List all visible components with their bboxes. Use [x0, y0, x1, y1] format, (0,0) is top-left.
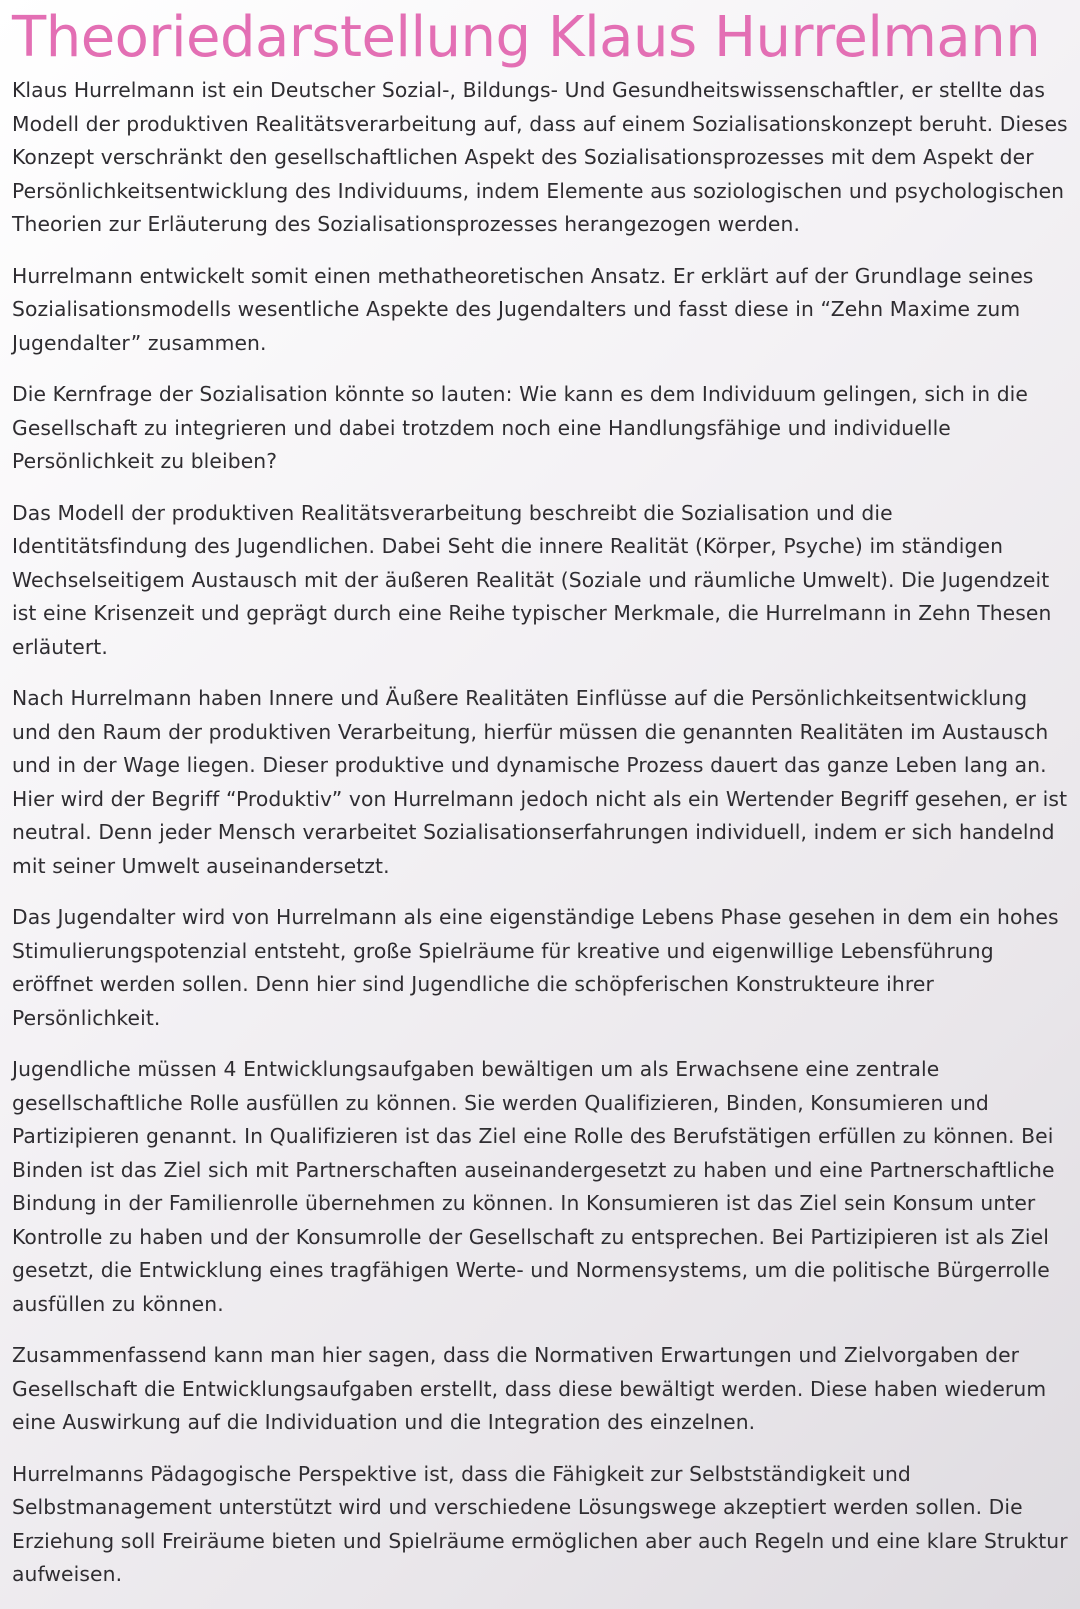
paragraph-inner-outer-reality: Nach Hurrelmann haben Innere und Äußere Realitäten Einflüsse auf die Persönlichkeitsentwicklung und den Raum der produktiven Verarbeitung, hierfür müssen die genannten Realitäten im Austausch und in der Wage liegen. Dieser produktive und dynamische Prozess dauert das ganze Leben lang an. Hier wird der Begriff “Produktiv” von Hurrelmann jedoch nicht als ein Wertender Begriff gesehen, er ist neutral. Denn jeder Mensch verarbeitet Sozialisationserfahrungen individuell, indem er sich handelnd mit seiner Umwelt auseinandersetzt. — [12, 686, 1068, 878]
paragraph-pedagogical-perspective: Hurrelmanns Pädagogische Perspektive ist, dass die Fähigkeit zur Selbstständigkeit und Selbstmanagement unterstützt wird und verschiedene Lösungswege akzeptiert werden sollen. Die Erziehung soll Freiräume bieten und Spielräume ermöglichen aber auch Regeln und eine klare Struktur aufweisen. — [12, 1461, 1068, 1586]
paragraph-core-question: Die Kernfrage der Sozialisation könnte so lauten: Wie kann es dem Individuum gelingen, sich in die Gesellschaft zu integrieren und dabei trotzdem noch eine Handlungsfähige und individuelle Persönlichkeit zu bleiben? — [12, 382, 1028, 473]
paragraph-development-tasks: Jugendliche müssen 4 Entwicklungsaufgaben bewältigen um als Erwachsene eine zentrale gesellschaftliche Rolle ausfüllen zu können. Sie werden Qualifizieren, Binden, Konsumieren und Partizipieren genannt. In Qualifizieren ist das Ziel eine Rolle des Berufstätigen erfüllen zu können. Bei Binden ist das Ziel sich mit Partnerschaften auseinandergesetzt zu haben und eine Partnerschaftliche Bindung in der Familienrolle übernehmen zu können. In Konsumieren ist das Ziel sein Konsum unter Kontrolle zu haben und der Konsumrolle der Gesellschaft zu entsprechen. Bei Partizipieren ist als Ziel gesetzt, die Entwicklung eines tragfähigen Werte- und Normensystems, um die politische Bürgerrolle ausfüllen zu können. — [12, 1057, 1055, 1316]
page-title: Theoriedarstellung Klaus Hurrelmann — [12, 5, 1041, 70]
paragraph-introduction: Klaus Hurrelmann ist ein Deutscher Sozial-, Bildungs- Und Gesundheitswissenschaftler, er stellte das Modell der produktiven Realitätsverarbeitung auf, dass auf einem Sozialisationskonzept beruht. Dieses Konzept verschränkt den gesellschaftlichen Aspekt des Sozialisationsprozesses mit dem Aspekt der Persönlichkeitsentwicklung des Individuums, indem Elemente aus soziologischen und psychologischen Theorien zur Erläuterung des Sozialisationsprozesses herangezogen werden. — [12, 78, 1068, 236]
paragraph-summary: Zusammenfassend kann man hier sagen, dass die Normativen Erwartungen und Zielvorgaben der Gesellschaft die Entwicklungsaufgaben erstellt, dass diese bewältigt werden. Diese haben wiederum eine Auswirkung auf die Individuation und die Integration des einzelnen. — [12, 1343, 1047, 1434]
paragraph-youth-phase: Das Jugendalter wird von Hurrelmann als eine eigenständige Lebens Phase gesehen in dem ein hohes Stimulierungspotenzial entsteht, große Spielräume für kreative und eigenwillige Lebensführung eröffnet werden sollen. Denn hier sind Jugendliche die schöpferischen Konstrukteure ihrer Persönlichkeit. — [12, 905, 1059, 1030]
paragraph-metatheoretical-approach: Hurrelmann entwickelt somit einen methatheoretischen Ansatz. Er erklärt auf der Grundlage seines Sozialisationsmodells wesentliche Aspekte des Jugendalters und fasst diese in “Zehn Maxime zum Jugendalter” zusammen. — [12, 263, 1034, 355]
paragraph-model-description: Das Modell der produktiven Realitätsverarbeitung beschreibt die Sozialisation und die Identitätsfindung des Jugendlichen. Dabei Seht die innere Realität (Körper, Psyche) im ständigen Wechselseitigem Austausch mit der äußeren Realität (Soziale und räumliche Umwelt). Die Jugendzeit ist eine Krisenzeit und geprägt durch eine Reihe typischer Merkmale, die Hurrelmann in Zehn Thesen erläutert. — [12, 500, 1052, 659]
